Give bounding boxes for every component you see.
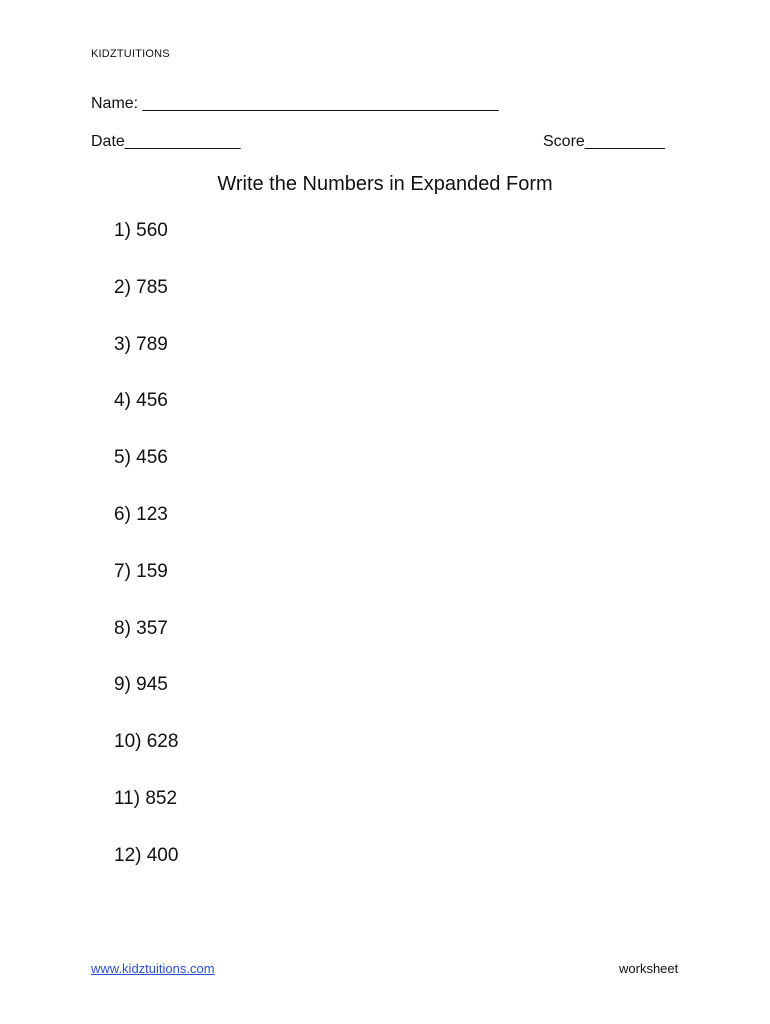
problem-item: 7) 159 [114,560,168,582]
footer-label: worksheet [619,961,679,976]
problem-list [114,219,178,901]
problem-item: 6) 123 [114,503,168,525]
problem-item: 11) 852 [114,787,178,809]
problem-item: 2) 785 [114,276,168,298]
name-field: Name: ________________________________________ [91,95,499,112]
problem-item: 3) 789 [114,333,168,355]
score-field: Score_________ [543,133,665,150]
worksheet-title: Write the Numbers in Expanded Form [217,173,553,195]
problem-item: 5) 456 [114,447,168,469]
website-link[interactable]: www.kidztuitions.com [91,961,215,976]
date-field: Date_____________ [91,133,241,150]
problem-item: 8) 357 [114,617,168,639]
problem-item: 12) 400 [114,844,179,866]
problem-item: 9) 945 [114,674,168,696]
brand-header: KIDZTUITIONS [91,48,170,60]
problem-item: 10) 628 [114,731,179,753]
problem-item: 1) 560 [114,220,168,241]
problem-item: 4) 456 [114,390,168,412]
